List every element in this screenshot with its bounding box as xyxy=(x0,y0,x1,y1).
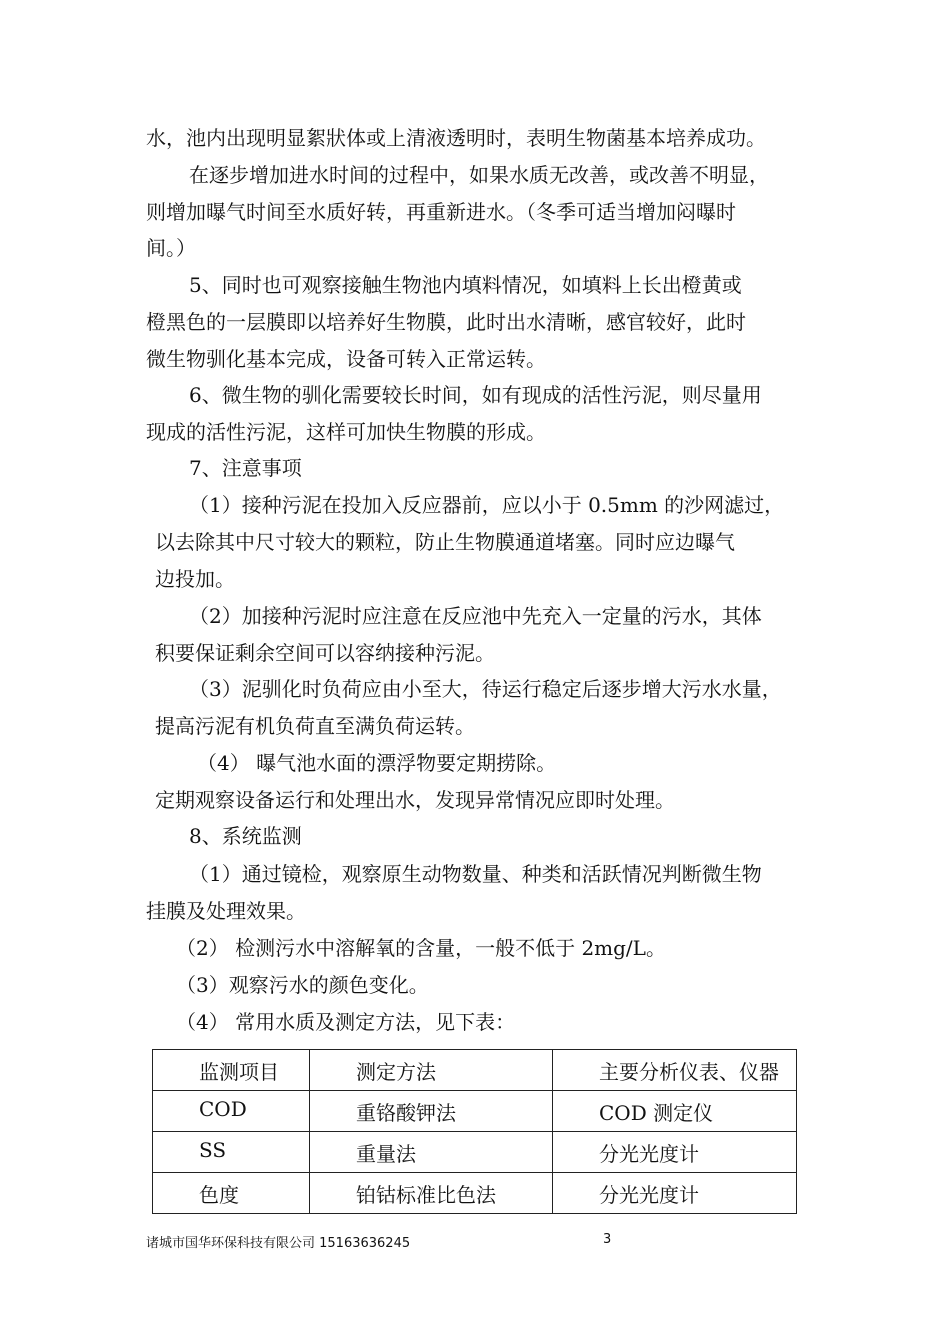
paragraph-line: 提高污泥有机负荷直至满负荷运转。 xyxy=(155,714,475,738)
footer-company: 诸城市国华环保科技有限公司 15163636245 xyxy=(146,1236,411,1251)
table-header-cell: 监测项目 xyxy=(153,1050,310,1091)
table-row xyxy=(153,1173,797,1214)
paragraph-line: （4） 曝气池水面的漂浮物要定期捞除。 xyxy=(197,751,557,775)
table-cell: COD xyxy=(153,1091,310,1132)
paragraph-line: 微生物驯化基本完成，设备可转入正常运转。 xyxy=(146,347,546,371)
table-cell: 重量法 xyxy=(310,1132,553,1173)
table-cell: 重铬酸钾法 xyxy=(310,1091,553,1132)
paragraph-line: 在逐步增加进水时间的过程中，如果水质无改善，或改善不明显， xyxy=(189,163,769,187)
table-header-row xyxy=(153,1050,797,1091)
table-row xyxy=(153,1132,797,1173)
paragraph-line: （2） 检测污水中溶解氧的含量，一般不低于 2mg/L。 xyxy=(176,936,666,960)
paragraph-line: 定期观察设备运行和处理出水，发现异常情况应即时处理。 xyxy=(155,788,675,812)
page-number: 3 xyxy=(603,1232,612,1247)
paragraph-line: 5、同时也可观察接触生物池内填料情况，如填料上长出橙黄或 xyxy=(189,273,742,297)
section-heading: 7、注意事项 xyxy=(189,456,302,480)
paragraph-line: 现成的活性污泥，这样可加快生物膜的形成。 xyxy=(146,420,546,444)
paragraph-line: （1）通过镜检，观察原生动物数量、种类和活跃情况判断微生物 xyxy=(189,862,762,886)
table-header-cell: 测定方法 xyxy=(310,1050,553,1091)
paragraph-line: （1）接种污泥在投加入反应器前，应以小于 0.5mm 的沙网滤过， xyxy=(189,493,785,517)
table-cell: COD 测定仪 xyxy=(553,1091,797,1132)
paragraph-line: 挂膜及处理效果。 xyxy=(146,899,306,923)
paragraph-line: （3）泥驯化时负荷应由小至大，待运行稳定后逐步增大污水水量， xyxy=(189,677,782,701)
table-cell: 铂钴标准比色法 xyxy=(310,1173,553,1214)
paragraph-line: （2）加接种污泥时应注意在反应池中先充入一定量的污水，其体 xyxy=(189,604,762,628)
paragraph-line: 间。） xyxy=(146,236,196,260)
paragraph-line: （3）观察污水的颜色变化。 xyxy=(176,973,429,997)
table-cell: 分光光度计 xyxy=(553,1132,797,1173)
table-header-cell: 主要分析仪表、仪器 xyxy=(553,1050,797,1091)
monitoring-table xyxy=(152,1049,797,1214)
paragraph-line: 6、微生物的驯化需要较长时间，如有现成的活性污泥，则尽量用 xyxy=(189,383,762,407)
paragraph-line: 水，池内出现明显絮狀体或上清液透明时，表明生物菌基本培养成功。 xyxy=(146,126,766,150)
paragraph-line: 则增加曝气时间至水质好转，再重新进水。（冬季可适当增加闷曝时 xyxy=(146,200,736,224)
section-heading: 8、系统监测 xyxy=(189,824,302,848)
paragraph-line: （4） 常用水质及测定方法，见下表： xyxy=(176,1010,516,1034)
paragraph-line: 边投加。 xyxy=(155,567,235,591)
paragraph-line: 以去除其中尺寸较大的颗粒，防止生物膜通道堵塞。同时应边曝气 xyxy=(155,530,735,554)
table-row xyxy=(153,1091,797,1132)
table-cell: 分光光度计 xyxy=(553,1173,797,1214)
table-cell: 色度 xyxy=(153,1173,310,1214)
paragraph-line: 积要保证剩余空间可以容纳接种污泥。 xyxy=(155,641,495,665)
paragraph-line: 橙黑色的一层膜即以培养好生物膜，此时出水清晰，感官较好，此时 xyxy=(146,310,746,334)
table-cell: SS xyxy=(153,1132,310,1173)
